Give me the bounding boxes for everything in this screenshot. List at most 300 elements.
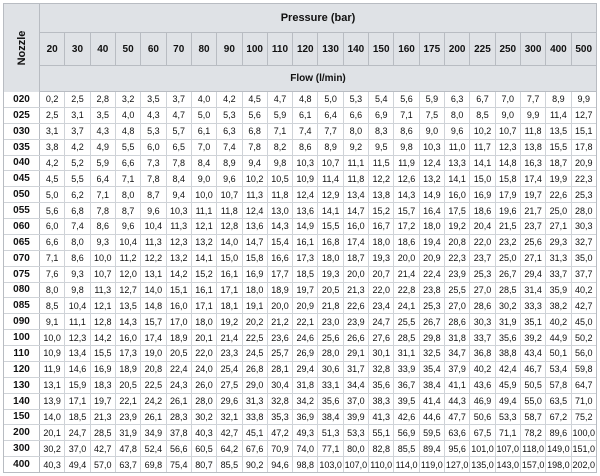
flow-cell: 143,0	[495, 457, 520, 472]
flow-cell: 16,9	[242, 267, 267, 282]
flow-cell: 50,2	[571, 330, 596, 345]
flow-cell: 39,9	[343, 410, 368, 425]
flow-cell: 35,1	[520, 314, 545, 329]
flow-cell: 7,1	[393, 108, 418, 123]
flow-cell: 14,0	[43, 411, 61, 422]
flow-cell: 29,1	[343, 346, 368, 361]
flow-cell: 41,1	[444, 378, 469, 393]
flow-cell: 50,5	[520, 378, 545, 393]
flow-cell: 7,4	[64, 219, 89, 234]
flow-cell: 19,9	[545, 171, 570, 186]
table-row	[4, 219, 596, 235]
flow-cell: 15,9	[64, 378, 89, 393]
flow-cell: 17,4	[520, 171, 545, 186]
table-row	[4, 362, 596, 378]
flow-cell: 31,9	[115, 425, 140, 440]
table-row	[4, 314, 596, 330]
flow-cell: 3,1	[45, 126, 59, 137]
flow-cell: 33,9	[393, 362, 418, 377]
flow-cell: 40,3	[43, 459, 61, 470]
flow-cell: 31,8	[292, 378, 317, 393]
flow-cell: 23,3	[216, 346, 241, 361]
flow-cells	[40, 346, 596, 361]
flow-cells	[40, 108, 596, 123]
flow-cell: 35,6	[495, 330, 520, 345]
flow-cell: 20,5	[166, 346, 191, 361]
flow-cell: 25,0	[495, 251, 520, 266]
flow-cell: 21,3	[343, 283, 368, 298]
flow-cell: 19,3	[368, 251, 393, 266]
flow-cell: 30,4	[267, 378, 292, 393]
flow-cell: 19,0	[140, 346, 165, 361]
flow-cell: 22,1	[115, 394, 140, 409]
flow-cell: 57,8	[545, 378, 570, 393]
flow-cell: 24,5	[242, 346, 267, 361]
flow-cell: 18,1	[216, 298, 241, 313]
flow-cell: 23,0	[317, 314, 342, 329]
flow-cell: 6,0	[45, 221, 59, 232]
flow-cell: 50,1	[545, 346, 570, 361]
table-row	[4, 124, 596, 140]
flow-cell: 22,6	[343, 298, 368, 313]
flow-cell: 4,3	[140, 108, 165, 123]
flow-cells	[40, 441, 596, 456]
flow-cell: 7,4	[292, 124, 317, 139]
flow-cell: 25,5	[444, 283, 469, 298]
pressure-header-cell: 20	[46, 43, 58, 55]
flow-cell: 13,1	[140, 267, 165, 282]
flow-cell: 28,3	[166, 410, 191, 425]
flow-cell: 14,1	[444, 171, 469, 186]
flow-cell: 38,4	[419, 378, 444, 393]
flow-cell: 7,3	[140, 156, 165, 171]
flow-cell: 3,7	[64, 124, 89, 139]
flow-cell: 7,1	[115, 171, 140, 186]
flow-cell: 4,5	[45, 173, 59, 184]
flow-cell: 27,6	[368, 330, 393, 345]
flow-cell: 24,7	[64, 425, 89, 440]
nozzle-cell: 140	[4, 394, 40, 409]
flow-cell: 19,3	[317, 267, 342, 282]
table-row	[4, 92, 596, 108]
flow-cell: 24,3	[166, 378, 191, 393]
flow-cell: 29,6	[216, 394, 241, 409]
flow-cell: 15,7	[140, 314, 165, 329]
flow-cell: 8,5	[45, 300, 59, 311]
flow-cell: 17,4	[140, 330, 165, 345]
pressure-header-cell: 200	[444, 33, 469, 65]
nozzle-cell: 055	[4, 203, 40, 218]
pressure-title: Pressure (bar)	[40, 4, 596, 33]
flow-cell: 30,2	[191, 410, 216, 425]
nozzle-cell: 040	[4, 156, 40, 171]
flow-cell: 37,7	[571, 267, 596, 282]
flow-cell: 13,3	[444, 156, 469, 171]
flow-cell: 29,4	[292, 362, 317, 377]
flow-cell: 14,1	[469, 156, 494, 171]
flow-cell: 7,8	[140, 171, 165, 186]
nozzle-cell: 150	[4, 410, 40, 425]
flow-cell: 64,2	[216, 441, 241, 456]
flow-cell: 5,5	[115, 140, 140, 155]
flow-cell: 20,0	[267, 298, 292, 313]
flow-cell: 10,4	[64, 298, 89, 313]
flow-cell: 14,8	[495, 156, 520, 171]
flow-cell: 8,6	[393, 124, 418, 139]
pressure-header-cell: 120	[292, 33, 317, 65]
flow-cell: 6,1	[292, 108, 317, 123]
flow-cell: 36,8	[469, 346, 494, 361]
flow-cell: 90,2	[242, 457, 267, 472]
flow-cell: 28,5	[393, 330, 418, 345]
flow-cells	[40, 394, 596, 409]
flow-cell: 20,9	[419, 251, 444, 266]
flow-cell: 17,8	[571, 140, 596, 155]
flow-cell: 10,7	[495, 124, 520, 139]
flow-cell: 7,1	[90, 187, 115, 202]
flow-cell: 80,7	[191, 457, 216, 472]
flow-cell: 6,9	[368, 108, 393, 123]
flow-cell: 34,7	[444, 346, 469, 361]
flow-cell: 29,0	[242, 378, 267, 393]
flow-cell: 18,9	[115, 362, 140, 377]
flow-cell: 25,0	[545, 203, 570, 218]
flow-cell: 20,5	[115, 378, 140, 393]
table-row	[4, 187, 596, 203]
flow-cells	[40, 378, 596, 393]
flow-cell: 16,3	[520, 156, 545, 171]
flow-cell: 27,0	[444, 298, 469, 313]
flow-cell: 202,0	[571, 457, 596, 472]
flow-cell: 30,3	[571, 219, 596, 234]
flow-cell: 33,1	[317, 378, 342, 393]
nozzle-cell: 025	[4, 108, 40, 123]
flow-cell: 15,1	[166, 283, 191, 298]
flow-cell: 38,3	[368, 394, 393, 409]
flow-cell: 47,8	[115, 441, 140, 456]
table-row	[4, 156, 596, 172]
flow-cell: 6,2	[64, 187, 89, 202]
flow-cell: 42,7	[571, 298, 596, 313]
flow-cell: 13,2	[419, 171, 444, 186]
flow-cell: 8,0	[343, 124, 368, 139]
flow-cell: 75,4	[166, 457, 191, 472]
flow-cell: 10,9	[43, 348, 61, 359]
flow-cell: 10,2	[469, 124, 494, 139]
flow-cell: 8,2	[267, 140, 292, 155]
flow-cell: 12,3	[64, 330, 89, 345]
flow-cell: 6,0	[140, 140, 165, 155]
flow-cell: 11,3	[140, 235, 165, 250]
flow-cell: 4,7	[267, 92, 292, 107]
flow-cell: 16,1	[216, 267, 241, 282]
nozzle-cell: 020	[4, 92, 40, 107]
flow-cell: 25,5	[393, 314, 418, 329]
flow-cell: 31,3	[545, 251, 570, 266]
flow-cells	[40, 330, 596, 345]
flow-cell: 8,0	[115, 187, 140, 202]
table-row	[4, 235, 596, 251]
flow-cell: 59,8	[571, 362, 596, 377]
flow-cell: 26,6	[343, 330, 368, 345]
flow-cell: 13,6	[242, 219, 267, 234]
flow-cell: 9,8	[393, 140, 418, 155]
flow-cell: 5,5	[64, 171, 89, 186]
flow-cell: 9,3	[90, 235, 115, 250]
flow-cell: 38,4	[317, 410, 342, 425]
flow-cell: 6,3	[444, 92, 469, 107]
flow-cell: 8,9	[216, 156, 241, 171]
flow-cell: 10,0	[90, 251, 115, 266]
nozzle-cell: 120	[4, 362, 40, 377]
flow-cell: 89,4	[419, 441, 444, 456]
flow-cell: 23,9	[115, 410, 140, 425]
flow-cell: 40,2	[571, 283, 596, 298]
flow-cell: 100,0	[571, 425, 596, 440]
flow-cell: 20,5	[317, 283, 342, 298]
nozzle-cell: 070	[4, 251, 40, 266]
flow-cell: 8,9	[317, 140, 342, 155]
flow-cell: 15,2	[191, 267, 216, 282]
flow-cell: 38,2	[545, 298, 570, 313]
flow-cell: 17,3	[115, 346, 140, 361]
flow-cell: 19,7	[520, 187, 545, 202]
flow-cell: 56,0	[571, 346, 596, 361]
flow-cell: 8,7	[140, 187, 165, 202]
flow-cell: 28,1	[267, 362, 292, 377]
flow-cell: 7,1	[45, 253, 59, 264]
flow-cell: 9,8	[267, 156, 292, 171]
flow-cell: 4,8	[292, 92, 317, 107]
flow-cell: 9,5	[368, 140, 393, 155]
flow-cell: 9,3	[64, 267, 89, 282]
flow-cells	[40, 362, 596, 377]
pressure-header-cell: 30	[64, 33, 89, 65]
flow-cell: 31,4	[520, 283, 545, 298]
flow-cell: 36,7	[393, 378, 418, 393]
table-row	[4, 140, 596, 156]
nozzle-cell: 300	[4, 441, 40, 456]
flow-cell: 78,2	[520, 425, 545, 440]
flow-cell: 36,9	[292, 410, 317, 425]
flow-cell: 107,0	[495, 441, 520, 456]
pressure-header-cell: 130	[317, 33, 342, 65]
pressure-header-cell: 100	[242, 33, 267, 65]
flow-cells	[40, 219, 596, 234]
flow-cell: 3,2	[115, 92, 140, 107]
flow-cell: 8,0	[64, 235, 89, 250]
flow-cell: 82,8	[368, 441, 393, 456]
flow-cell: 22,1	[292, 314, 317, 329]
flow-cell: 22,6	[545, 187, 570, 202]
flow-cell: 21,7	[520, 203, 545, 218]
flow-cell: 6,6	[45, 237, 59, 248]
flow-cell: 33,8	[242, 410, 267, 425]
flow-cell: 35,0	[571, 251, 596, 266]
flow-cell: 40,2	[469, 362, 494, 377]
flow-cells	[40, 203, 596, 218]
flow-cell: 2,8	[90, 92, 115, 107]
flow-cell: 12,0	[115, 267, 140, 282]
pressure-header-cell: 500	[571, 33, 596, 65]
flow-cell: 14,8	[140, 298, 165, 313]
flow-cell: 30,3	[469, 314, 494, 329]
table-row	[4, 346, 596, 362]
flow-cell: 13,9	[43, 396, 61, 407]
flow-cell: 5,6	[242, 108, 267, 123]
flow-cell: 34,4	[343, 378, 368, 393]
flow-cell: 25,6	[317, 330, 342, 345]
flow-cell: 28,0	[571, 203, 596, 218]
flow-cell: 22,3	[444, 251, 469, 266]
flow-cell: 2,5	[64, 92, 89, 107]
nozzle-cell: 110	[4, 346, 40, 361]
flow-cell: 38,8	[495, 346, 520, 361]
flow-cell: 39,2	[520, 330, 545, 345]
flow-cell: 23,9	[444, 267, 469, 282]
flow-cell: 13,5	[545, 124, 570, 139]
flow-cell: 5,0	[45, 189, 59, 200]
flow-cell: 3,7	[166, 92, 191, 107]
flow-cell: 16,9	[90, 362, 115, 377]
flow-cell: 5,0	[191, 108, 216, 123]
flow-cell: 11,1	[191, 203, 216, 218]
flow-cell: 18,6	[393, 235, 418, 250]
flow-cell: 23,2	[495, 235, 520, 250]
flow-cell: 4,2	[64, 140, 89, 155]
flow-cell: 64,7	[571, 378, 596, 393]
flow-cell: 24,6	[292, 330, 317, 345]
flow-cell: 25,3	[469, 267, 494, 282]
flow-cell: 25,3	[419, 298, 444, 313]
flow-cell: 23,8	[419, 283, 444, 298]
flow-cell: 135,0	[469, 457, 494, 472]
flow-cell: 24,1	[393, 298, 418, 313]
table-row	[4, 251, 596, 267]
table-row	[4, 425, 596, 441]
flow-cell: 5,3	[343, 92, 368, 107]
flow-cell: 7,8	[90, 203, 115, 218]
flow-cell: 28,6	[444, 314, 469, 329]
flow-cell: 35,4	[419, 362, 444, 377]
flow-cell: 9,1	[45, 316, 59, 327]
flow-cell: 21,4	[393, 267, 418, 282]
flow-cell: 20,9	[292, 298, 317, 313]
nozzle-cell: 080	[4, 283, 40, 298]
nozzle-cell: 065	[4, 235, 40, 250]
flow-cell: 21,4	[216, 330, 241, 345]
flow-cell: 69,8	[140, 457, 165, 472]
flow-cell: 32,8	[267, 394, 292, 409]
nozzle-cell: 075	[4, 267, 40, 282]
flow-cell: 10,7	[317, 156, 342, 171]
flow-cell: 10,2	[242, 171, 267, 186]
flow-cell: 34,9	[140, 425, 165, 440]
nozzle-cell: 085	[4, 298, 40, 313]
flow-cell: 5,6	[393, 92, 418, 107]
flow-cell: 16,9	[469, 187, 494, 202]
flow-cell: 4,7	[166, 108, 191, 123]
flow-cell: 107,0	[343, 457, 368, 472]
flow-cell: 31,7	[343, 362, 368, 377]
flow-cell: 32,8	[368, 362, 393, 377]
flow-cell: 44,3	[444, 394, 469, 409]
flow-cell: 46,7	[520, 362, 545, 377]
flow-cell: 12,7	[571, 108, 596, 123]
flow-cell: 17,1	[191, 298, 216, 313]
flow-cell: 32,7	[571, 235, 596, 250]
flow-cell: 21,2	[267, 314, 292, 329]
table-row	[4, 330, 596, 346]
flow-cell: 56,9	[393, 425, 418, 440]
pressure-header-cell: 400	[545, 33, 570, 65]
flow-cell: 18,3	[90, 378, 115, 393]
flow-cells	[40, 267, 596, 282]
flow-cell: 4,3	[90, 124, 115, 139]
flow-cell: 11,8	[520, 124, 545, 139]
flow-cell: 5,0	[317, 92, 342, 107]
nozzle-cell: 050	[4, 187, 40, 202]
flow-cell: 16,1	[191, 283, 216, 298]
flow-cell: 15,1	[571, 124, 596, 139]
flow-cell: 22,0	[368, 283, 393, 298]
flow-cell: 42,4	[495, 362, 520, 377]
flow-cell: 49,3	[292, 425, 317, 440]
flow-cell: 20,8	[444, 235, 469, 250]
table-row	[4, 441, 596, 457]
flow-cell: 28,5	[90, 425, 115, 440]
pressure-header-cell: 160	[393, 33, 418, 65]
flow-cell: 4,0	[191, 92, 216, 107]
flow-cell: 42,6	[393, 410, 418, 425]
flow-cell: 30,1	[368, 346, 393, 361]
flow-cell: 94,6	[267, 457, 292, 472]
flow-cell: 13,8	[368, 187, 393, 202]
flow-cell: 10,5	[267, 171, 292, 186]
flow-cell: 9,0	[191, 171, 216, 186]
flow-cell: 23,9	[343, 314, 368, 329]
table-row	[4, 378, 596, 394]
flow-cell: 26,7	[419, 314, 444, 329]
flow-cell: 12,8	[216, 219, 241, 234]
pressure-header-cell: 175	[419, 33, 444, 65]
flow-cells	[40, 171, 596, 186]
flow-cell: 57,0	[90, 457, 115, 472]
flow-cell: 40,2	[545, 314, 570, 329]
flow-cell: 40,3	[191, 425, 216, 440]
flow-cell: 10,3	[166, 203, 191, 218]
flow-cell: 30,2	[43, 443, 61, 454]
flow-cell: 44,6	[419, 410, 444, 425]
flow-cells	[40, 298, 596, 313]
flow-cell: 51,3	[317, 425, 342, 440]
flow-cell: 13,8	[520, 140, 545, 155]
flow-cell: 33,3	[520, 298, 545, 313]
flow-cell: 6,7	[469, 92, 494, 107]
flow-cell: 11,4	[317, 171, 342, 186]
flow-cell: 6,6	[343, 108, 368, 123]
flow-cell: 12,4	[242, 203, 267, 218]
flow-cell: 47,2	[267, 425, 292, 440]
flow-cell: 5,3	[140, 124, 165, 139]
flow-cell: 7,7	[317, 124, 342, 139]
flow-cell: 16,1	[292, 235, 317, 250]
flow-cell: 6,8	[242, 124, 267, 139]
flow-cell: 12,3	[166, 235, 191, 250]
flow-cell: 6,1	[191, 124, 216, 139]
flow-cell: 5,2	[64, 156, 89, 171]
flow-cell: 12,4	[292, 187, 317, 202]
